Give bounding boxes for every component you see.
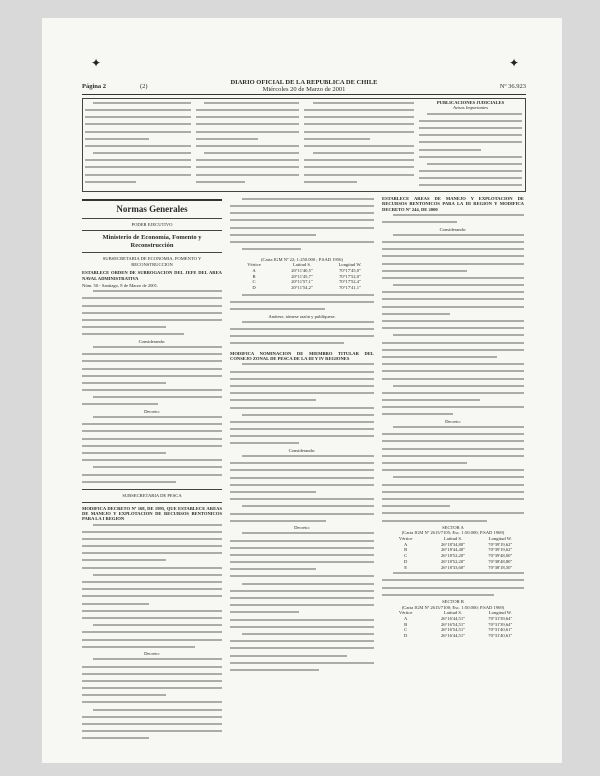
text-line	[382, 306, 524, 311]
text-line	[230, 407, 374, 412]
anotese-line: Anótese, tómese razón y publíquese.	[268, 313, 336, 319]
subsecretaria-pesca-label: SUBSECRETARIA DE PESCA	[122, 493, 182, 499]
text-line	[230, 662, 374, 667]
text-line	[82, 673, 222, 678]
text-line	[82, 687, 222, 692]
table-cell: D	[404, 633, 408, 639]
text-line	[382, 491, 524, 496]
table-cell: C	[404, 553, 408, 559]
text-line	[230, 619, 374, 624]
text-line	[382, 320, 524, 325]
table-cell: 70°31'39,64"	[488, 621, 513, 627]
table-cell: 26°16'54,51"	[440, 621, 466, 627]
newspaper-page	[42, 18, 562, 763]
text-line	[304, 102, 414, 107]
text-line	[82, 389, 222, 394]
text-line	[230, 626, 374, 631]
text-line	[230, 371, 374, 376]
ministry-title: Ministerio de Economía, Fomento y Reconstrucción	[102, 234, 202, 249]
text-line	[82, 603, 222, 608]
text-line	[82, 581, 222, 586]
text-line	[82, 305, 222, 310]
column-header: Longitud W.	[488, 610, 512, 616]
sector-b-heading: SECTOR B	[442, 599, 464, 605]
decree-title: MODIFICA NOMINACION DE MIEMBRO TITULAR DEL CONSEJO ZONAL DE PESCA DE LA III Y IV REGIONES	[230, 350, 374, 362]
text-line	[230, 477, 374, 482]
table-cell: 26°18'34,80"	[440, 541, 466, 547]
table-row	[382, 633, 524, 639]
text-line	[304, 109, 414, 114]
text-line	[382, 284, 524, 289]
text-line	[82, 716, 222, 721]
table-cell: 70°39'19,62"	[488, 547, 513, 553]
decreto-heading: Decreto:	[144, 651, 160, 657]
text-line	[196, 159, 299, 164]
text-line	[382, 349, 524, 354]
text-line	[230, 455, 374, 460]
text-line	[304, 123, 414, 128]
table-cell: 70°31'40,61"	[488, 627, 513, 633]
top-col-1	[85, 100, 191, 188]
text-line	[230, 399, 374, 404]
text-line	[196, 145, 299, 150]
text-line	[82, 445, 222, 450]
text-line	[82, 297, 222, 302]
text-line	[82, 368, 222, 373]
text-line	[82, 459, 222, 464]
text-line	[230, 234, 374, 239]
text-line	[382, 448, 524, 453]
text-line	[382, 342, 524, 347]
text-line	[382, 399, 524, 404]
table-cell: 20°11'40,5"	[291, 267, 313, 273]
text-line	[82, 624, 222, 629]
text-line	[382, 455, 524, 460]
text-line	[82, 723, 222, 728]
text-line	[230, 342, 374, 347]
table-cell: E	[404, 564, 408, 570]
text-line	[230, 219, 374, 224]
table-cell: 70°31'40,61"	[488, 633, 513, 639]
text-line	[82, 709, 222, 714]
considerando-heading: Considerando:	[288, 447, 316, 453]
decreto-heading: Decreto:	[445, 418, 461, 424]
text-line	[230, 421, 374, 426]
text-line	[382, 469, 524, 474]
table-cell: 70°39'48,00"	[488, 553, 513, 559]
poder-ejecutivo-label: PODER EJECUTIVO	[131, 222, 173, 227]
table-cell: B	[404, 621, 408, 627]
text-line	[82, 680, 222, 685]
text-line	[82, 416, 222, 421]
text-line	[82, 567, 222, 572]
text-line	[304, 145, 414, 150]
text-line	[82, 290, 222, 295]
text-line	[82, 382, 222, 387]
table-caption: (Carta IGM Nº 2615/7100; Esc. 1:50.000; P.SAD 1969)	[401, 604, 505, 610]
text-line	[230, 640, 374, 645]
text-line	[230, 435, 374, 440]
text-line	[230, 554, 374, 559]
decree-title: ESTABLECE AREAS DE MANEJO Y EXPLOTACION DE RECURSOS BENTONICOS PARA LA III REGION Y MODIFICA DECRETO Nº 244, DE 2000	[382, 196, 524, 212]
publicaciones-title: PUBLICACIONES JUDICIALES	[436, 100, 505, 105]
text-line	[382, 214, 524, 219]
text-line	[382, 356, 524, 361]
text-line	[382, 392, 524, 397]
column-marker: (2)	[140, 83, 148, 90]
text-line	[382, 334, 524, 339]
text-line	[230, 301, 374, 306]
text-line	[230, 227, 374, 232]
text-line	[382, 426, 524, 431]
table-cell: 26°18'52,20"	[440, 558, 466, 564]
section-title: Normas Generales	[116, 204, 188, 214]
text-line	[230, 647, 374, 652]
top-col-3	[304, 100, 414, 188]
text-line	[382, 587, 524, 592]
text-line	[82, 694, 222, 699]
text-line	[230, 575, 374, 580]
text-line	[82, 353, 222, 358]
text-line	[82, 360, 222, 365]
text-line	[419, 134, 522, 139]
column-header: Longitud W.	[488, 535, 512, 541]
text-line	[230, 484, 374, 489]
text-line	[230, 633, 374, 638]
text-line	[382, 263, 524, 268]
coordinates-table	[382, 605, 524, 639]
top-col-4	[419, 100, 522, 188]
text-line	[382, 385, 524, 390]
text-line	[382, 572, 524, 577]
text-line	[230, 583, 374, 588]
text-line	[382, 363, 524, 368]
table-cell: 70°39'19,62"	[488, 541, 513, 547]
text-line	[304, 152, 414, 157]
table-cell: 70°17'52,0"	[339, 273, 361, 279]
text-line	[419, 149, 522, 154]
table-caption: (Carta IGM Nº 22; 1:250.000 ; P.SAD 1956)	[261, 256, 343, 262]
column-header: Vértice	[247, 261, 261, 267]
page-label: Página 2	[82, 83, 107, 90]
text-line	[419, 163, 522, 168]
text-line	[230, 561, 374, 566]
text-line	[82, 466, 222, 471]
text-line	[382, 255, 524, 260]
text-line	[230, 669, 374, 674]
text-line	[196, 123, 299, 128]
text-line	[419, 177, 522, 182]
column-header: Latitud S.	[443, 535, 463, 541]
publicaciones-subtitle: Avisos Importantes	[452, 105, 489, 111]
text-line	[382, 505, 524, 510]
text-line	[82, 326, 222, 331]
table-cell: 70°38'48,80"	[488, 558, 513, 564]
text-line	[230, 294, 374, 299]
text-line	[82, 559, 222, 564]
text-line	[82, 452, 222, 457]
text-line	[196, 131, 299, 136]
decree-title: ESTABLECE ORDEN DE SUBROGACION DEL JEFE DEL AREA NAVAL ADMINISTRATIVA	[82, 270, 222, 281]
text-line	[230, 328, 374, 333]
text-line	[82, 552, 222, 557]
coordinates-table	[382, 530, 524, 570]
text-line	[419, 156, 522, 161]
text-line	[196, 152, 299, 157]
table-cell: 20°11'45,7"	[291, 273, 313, 279]
table-cell: A	[252, 267, 256, 273]
text-line	[85, 109, 191, 114]
subsecretaria-label: SUBSECRETARIA DE ECONOMIA, FOMENTO Y RECONSTRUCCION	[102, 256, 202, 267]
text-line	[382, 498, 524, 503]
table-cell: 26°18'44,40"	[440, 547, 466, 553]
text-line	[82, 595, 222, 600]
text-line	[82, 658, 222, 663]
table-cell: A	[404, 541, 408, 547]
text-line	[230, 498, 374, 503]
table-cell: B	[404, 547, 408, 553]
table-cell: 70°17'52,4"	[339, 279, 361, 285]
table-cell: 26°18'33,60"	[440, 564, 466, 570]
table-row	[230, 285, 374, 291]
text-line	[82, 423, 222, 428]
decreto-heading: Decreto:	[144, 408, 160, 414]
text-line	[82, 481, 222, 486]
text-line	[230, 205, 374, 210]
text-line	[304, 116, 414, 121]
text-line	[382, 440, 524, 445]
text-line	[230, 462, 374, 467]
text-line	[419, 170, 522, 175]
text-line	[196, 109, 299, 114]
gazette-title: DIARIO OFICIAL DE LA REPUBLICA DE CHILE	[230, 79, 378, 86]
decree-title: MODIFICA DECRETO Nº 168, DE 1995, QUE ESTABLECE AREAS DE MANEJO Y EXPLOTACION DE RECURSOS BENTONICOS PARA LA I REGION	[82, 505, 222, 522]
text-line	[230, 414, 374, 419]
table-cell: D	[404, 558, 408, 564]
text-line	[230, 590, 374, 595]
text-line	[304, 174, 414, 179]
decree-number: Núm. 50.- Santiago, 8 de Marzo de 2001.	[82, 283, 159, 289]
text-line	[382, 370, 524, 375]
text-line	[382, 313, 524, 318]
text-line	[82, 701, 222, 706]
column-header: Vértice	[398, 610, 413, 616]
text-line	[82, 396, 222, 401]
text-line	[304, 166, 414, 171]
text-line	[382, 270, 524, 275]
column-3	[382, 196, 524, 756]
issue-date: Miércoles 20 de Marzo de 2001	[262, 85, 346, 93]
text-line	[382, 476, 524, 481]
coat-of-arms-icon: ✦	[508, 56, 520, 70]
table-cell: 70°31'39,64"	[488, 615, 513, 621]
text-line	[196, 181, 299, 186]
table-cell: 26°16'44,51"	[440, 633, 466, 639]
text-line	[82, 438, 222, 443]
text-line	[82, 588, 222, 593]
text-line	[85, 102, 191, 107]
text-line	[82, 474, 222, 479]
issue-number: Nº 36.923	[499, 83, 526, 90]
text-line	[230, 363, 374, 368]
text-line	[382, 433, 524, 438]
text-line	[230, 532, 374, 537]
text-line	[230, 469, 374, 474]
text-line	[382, 248, 524, 253]
text-line	[230, 241, 374, 246]
text-line	[230, 378, 374, 383]
text-line	[419, 113, 522, 118]
column-header: Longitud W.	[338, 261, 362, 267]
column-1	[82, 196, 222, 756]
text-line	[382, 327, 524, 332]
text-line	[382, 298, 524, 303]
text-line	[382, 579, 524, 584]
decreto-heading: Decreto:	[294, 525, 310, 531]
text-line	[419, 127, 522, 132]
table-cell: D	[252, 285, 256, 291]
text-line	[230, 321, 374, 326]
coat-of-arms-icon: ✦	[90, 56, 102, 70]
text-line	[196, 116, 299, 121]
text-line	[304, 181, 414, 186]
top-col-2	[196, 100, 299, 188]
text-line	[230, 385, 374, 390]
text-line	[82, 574, 222, 579]
text-line	[82, 737, 222, 742]
text-line	[230, 428, 374, 433]
text-line	[82, 666, 222, 671]
text-line	[382, 291, 524, 296]
text-line	[419, 184, 522, 188]
text-line	[85, 145, 191, 150]
text-line	[230, 547, 374, 552]
text-line	[304, 159, 414, 164]
table-cell: 26°18'52,20"	[440, 553, 466, 559]
text-line	[230, 392, 374, 397]
table-cell: 70°17'45,0"	[339, 267, 361, 273]
text-line	[304, 131, 414, 136]
table-cell: 20°11'54,2"	[291, 285, 313, 291]
text-line	[382, 234, 524, 239]
text-line	[82, 538, 222, 543]
table-cell: C	[404, 627, 408, 633]
text-line	[419, 120, 522, 125]
text-line	[196, 102, 299, 107]
text-line	[230, 513, 374, 518]
text-line	[230, 491, 374, 496]
text-line	[85, 138, 191, 143]
text-line	[82, 375, 222, 380]
text-line	[85, 131, 191, 136]
table-cell: 70°17'41,1"	[339, 285, 361, 291]
table-caption: (Carta IGM Nº 2615/7105; Esc. 1:50.000; P.SAD 1969)	[401, 530, 505, 536]
text-line	[82, 346, 222, 351]
text-line	[230, 611, 374, 616]
text-line	[382, 241, 524, 246]
table-cell: 26°16'44,51"	[440, 615, 466, 621]
text-line	[419, 141, 522, 146]
page-header	[82, 80, 526, 95]
text-line	[82, 430, 222, 435]
coordinates-table	[230, 257, 374, 291]
text-line	[82, 631, 222, 636]
column-2	[230, 196, 374, 756]
table-cell: C	[252, 279, 256, 285]
text-line	[230, 568, 374, 573]
text-line	[82, 617, 222, 622]
text-line	[230, 198, 374, 203]
text-line	[230, 540, 374, 545]
column-header: Latitud S.	[292, 261, 312, 267]
text-line	[230, 505, 374, 510]
text-line	[382, 484, 524, 489]
text-line	[382, 406, 524, 411]
text-line	[382, 512, 524, 517]
text-line	[230, 604, 374, 609]
column-header: Latitud S.	[443, 610, 463, 616]
text-line	[82, 610, 222, 615]
text-line	[85, 159, 191, 164]
text-line	[85, 152, 191, 157]
table-row	[382, 565, 524, 571]
text-line	[82, 531, 222, 536]
text-line	[85, 116, 191, 121]
text-line	[230, 655, 374, 660]
text-line	[85, 174, 191, 179]
text-line	[82, 545, 222, 550]
text-line	[230, 248, 374, 253]
table-cell: 20°11'57,1"	[291, 279, 313, 285]
table-cell: A	[404, 615, 408, 621]
text-line	[85, 181, 191, 186]
text-line	[82, 730, 222, 735]
sector-a-heading: SECTOR A	[442, 524, 464, 530]
text-line	[85, 166, 191, 171]
table-cell: B	[252, 273, 256, 279]
text-line	[382, 378, 524, 383]
text-line	[196, 166, 299, 171]
text-line	[82, 312, 222, 317]
text-line	[196, 174, 299, 179]
text-line	[82, 319, 222, 324]
text-line	[304, 138, 414, 143]
column-header: Vértice	[398, 535, 413, 541]
considerando-heading: Considerando:	[439, 226, 467, 232]
text-line	[382, 277, 524, 282]
text-line	[82, 639, 222, 644]
text-line	[230, 335, 374, 340]
text-line	[196, 138, 299, 143]
text-line	[82, 524, 222, 529]
text-line	[230, 597, 374, 602]
considerando-heading: Considerando:	[138, 338, 166, 344]
text-line	[382, 462, 524, 467]
text-line	[85, 123, 191, 128]
table-cell: 26°16'54,51"	[440, 627, 466, 633]
table-cell: 70°38'18,50"	[488, 564, 513, 570]
text-line	[230, 212, 374, 217]
